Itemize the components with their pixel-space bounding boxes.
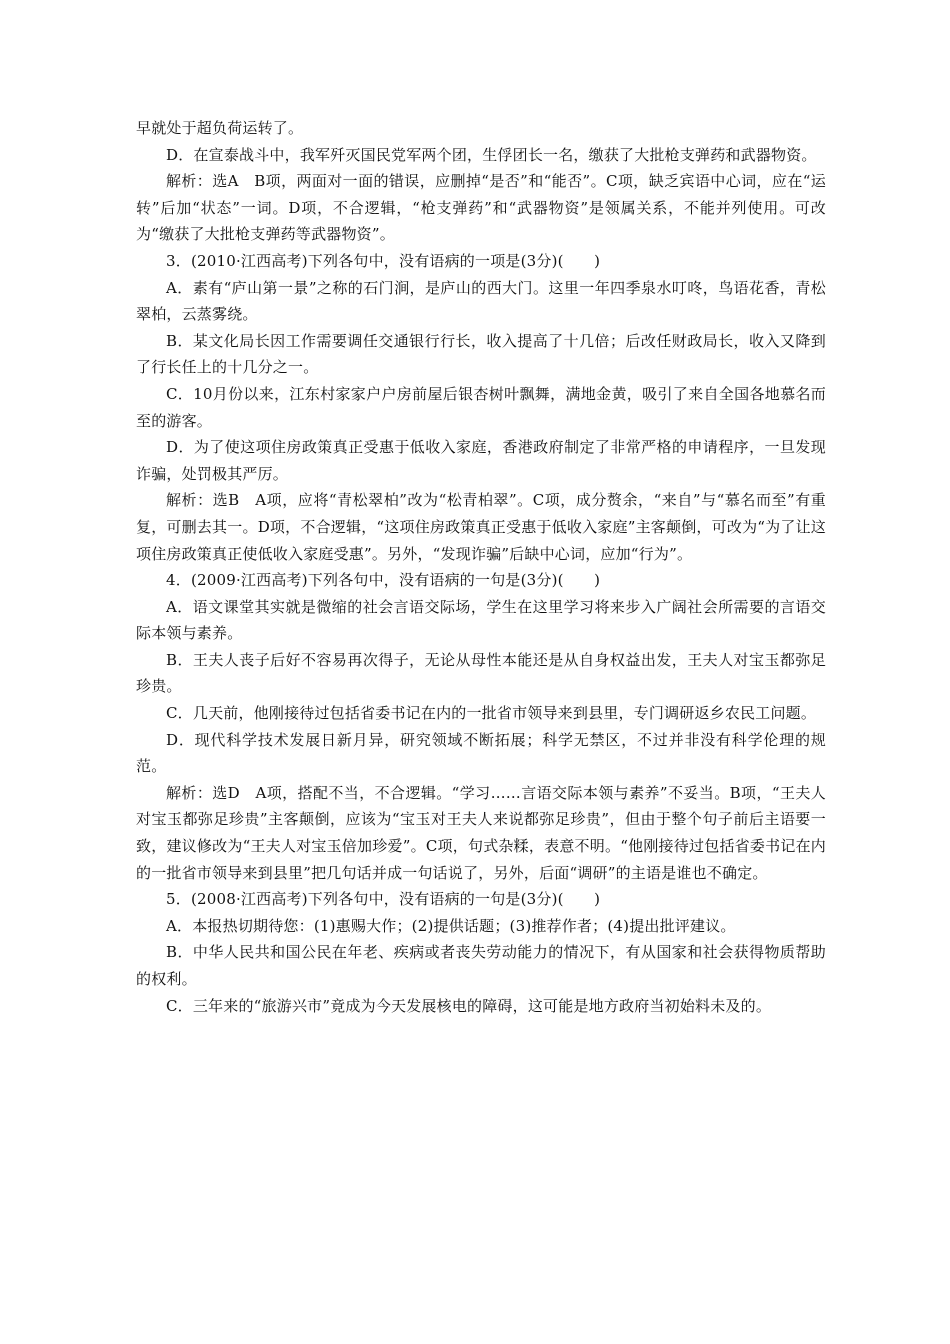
option-c-q4: C．几天前，他刚接待过包括省委书记在内的一批省市领导来到县里，专门调研返乡农民工问题。 (166, 704, 817, 723)
option-d-q2: D．在宣泰战斗中，我军歼灭国民党军两个团，生俘团长一名，缴获了大批枪支弹药和武器物资。 (166, 145, 817, 164)
analysis-q3: 解析：选B A项，应将“青松翠柏”改为“松青柏翠”。C项，成分赘余，“来自”与“慕名而至”有重复，可删去其一。D项，不合逻辑，“这项住房政策真正受惠于低收入家庭”主客颠倒，可改为“为了让这项住房政策真正使低收入家庭受惠”。另外，“发现诈骗”后缺中心词，应加“行为”。 (136, 491, 826, 563)
question-4: 4．(2009·江西高考)下列各句中，没有语病的一句是(3分)( ) (166, 571, 601, 590)
analysis-q4: 解析：选D A项，搭配不当，不合逻辑。“学习……言语交际本领与素养”不妥当。B项，“王夫人对宝玉都弥足珍贵”主客颠倒，应该为“宝玉对王夫人来说都弥足珍贵”，但由于整个句子前后主语要一致，建议修改为“王夫人对宝玉倍加珍爱”。C项，句式杂糅，表意不明。“他刚接待过包括省委书记在内的一批省市领导来到县里”把几句话并成一句话说了，另外，后面“调研”的主语是谁也不确定。 (136, 783, 826, 882)
option-d-q4: D．现代科学技术发展日新月异，研究领域不断拓展；科学无禁区，不过并非没有科学伦理的规范。 (136, 730, 826, 776)
option-b-q4: B．王夫人丧子后好不容易再次得子，无论从母性本能还是从自身权益出发，王夫人对宝玉都弥足珍贵。 (136, 650, 826, 696)
option-a-q3: A．素有“庐山第一景”之称的石门涧，是庐山的西大门。这里一年四季泉水叮咚，鸟语花香，青松翠柏，云蒸雾绕。 (136, 278, 826, 324)
analysis-q2: 解析：选A B项，两面对一面的错误，应删掉“是否”和“能否”。C项，缺乏宾语中心词，应在“运转”后加“状态”一词。D项，不合逻辑，“枪支弹药”和“武器物资”是领属关系，不能并列使用。可改为“缴获了大批枪支弹药等武器物资”。 (136, 172, 826, 244)
option-d-q3: D．为了使这项住房政策真正受惠于低收入家庭，香港政府制定了非常严格的申请程序，一旦发现诈骗，处罚极其严厉。 (136, 438, 826, 483)
option-b-q5: B．中华人民共和国公民在年老、疾病或者丧失劳动能力的情况下，有从国家和社会获得物质帮助的权利。 (136, 943, 826, 988)
paragraph-continuation: 早就处于超负荷运转了。 (136, 119, 304, 137)
option-c-q5: C．三年来的“旅游兴市”竟成为今天发展核电的障碍，这可能是地方政府当初始料未及的。 (166, 996, 772, 1015)
document-body (136, 115, 826, 1019)
question-5: 5．(2008·江西高考)下列各句中，没有语病的一句是(3分)( ) (166, 890, 601, 909)
option-c-q3: C．10月份以来，江东村家家户户房前屋后银杏树叶飘舞，满地金黄，吸引了来自全国各地慕名而至的游客。 (136, 384, 826, 430)
question-3: 3．(2010·江西高考)下列各句中，没有语病的一项是(3分)( ) (166, 251, 601, 270)
option-b-q3: B．某文化局长因工作需要调任交通银行行长，收入提高了十几倍；后改任财政局长，收入又降到了行长任上的十几分之一。 (136, 331, 826, 377)
option-a-q5: A．本报热切期待您：(1)惠赐大作；(2)提供话题；(3)推荐作者；(4)提出批评建议。 (166, 916, 736, 935)
option-a-q4: A．语文课堂其实就是微缩的社会言语交际场，学生在这里学习将来步入广阔社会所需要的言语交际本领与素养。 (136, 597, 826, 643)
